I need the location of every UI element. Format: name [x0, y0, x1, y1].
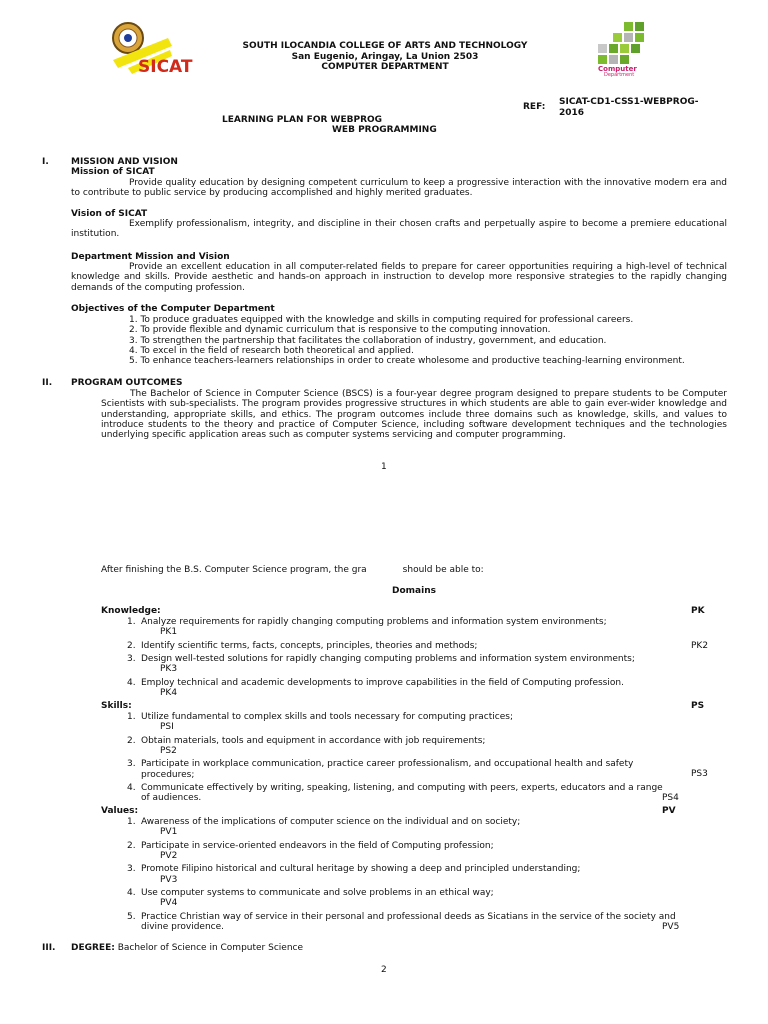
dept-logo-text-2: Department [604, 72, 635, 78]
objective-item: 1. To produce graduates equipped with the knowledge and skills in computing required for professional careers. [129, 315, 634, 325]
knowledge-list [127, 617, 709, 701]
values-item [127, 864, 687, 885]
item-text: Promote Filipino historical and cultural heritage by showing a deep and principled understanding; [141, 864, 581, 875]
vision-text: Exemplify professionalism, integrity, and discipline in their chosen crafts and perpetually aspire to become a premiere educational institution. [71, 219, 727, 240]
item-number: 2. [127, 640, 136, 651]
item-code: PS3 [691, 769, 708, 780]
ref-label: REF: [523, 102, 546, 112]
item-number: 4. [127, 888, 136, 899]
objectives-list [129, 315, 727, 367]
ref-value-1: SICAT-CD1-CSS1-WEBPROG- [559, 97, 699, 107]
item-number: 1. [127, 712, 136, 722]
item-text: Obtain materials, tools and equipment in accordance with job requirements; [141, 735, 486, 746]
knowledge-code: PK [691, 606, 705, 616]
degree-value: Bachelor of Science in Computer Science [117, 943, 304, 953]
item-number: 5. [127, 911, 136, 922]
page-number-1: 1 [381, 462, 387, 472]
skills-label: Skills: [101, 701, 132, 711]
outcomes-intro [101, 565, 484, 575]
item-number: 2. [127, 735, 136, 746]
section1-number: I. [42, 157, 49, 167]
outcomes-intro-a: After finishing the B.S. Computer Science program, the gra [101, 565, 367, 575]
values-item [127, 888, 687, 909]
knowledge-label: Knowledge: [101, 606, 161, 616]
item-number: 3. [127, 864, 136, 875]
item-text: Practice Christian way of service in their personal and professional deeds as Sicatians in the service of the society and divine providence. [141, 911, 676, 933]
item-code: PV1 [160, 827, 178, 838]
program-outcomes-text: The Bachelor of Science in Computer Science (BSCS) is a four-year degree program designed to prepare students to be Computer Scientists with sub-specialists. The program provides progressive structures in which students are able to gain ever-wider knowledge and understanding, appropriate skills, and ethics. The program outcomes include three domains such as knowledge, skills, and values to introduce students to the theory and practice of Computer Science, including software development techniques and the technologies underlying specific application areas such as computer systems servicing and computer programming. [101, 389, 727, 441]
item-code: PK2 [691, 640, 709, 651]
item-number: 3. [127, 759, 136, 770]
objective-item: 5. To enhance teachers-learners relationships in order to create wholesome and productive teaching-learning environment. [129, 356, 685, 367]
plan-title: LEARNING PLAN FOR WEBPROG [222, 115, 383, 125]
knowledge-item [127, 640, 709, 651]
item-number: 3. [127, 654, 136, 665]
degree-line [71, 943, 303, 953]
skills-item [127, 759, 708, 780]
objective-item: 4. To excel in the field of research both theoretical and applied. [129, 346, 414, 357]
item-code: PV5 [662, 921, 680, 932]
item-code: PS4 [662, 793, 679, 804]
college-address: San Eugenio, Aringay, La Union 2503 [291, 52, 479, 62]
item-text: Communicate effectively by writing, speaking, listening, and computing with peers, experts, educators and a range of audiences. [141, 783, 663, 804]
objective-item: 3. To strengthen the partnership that facilitates the collaboration of industry, government, and education. [129, 335, 607, 346]
values-item [127, 817, 687, 838]
college-name: SOUTH ILOCANDIA COLLEGE OF ARTS AND TECHNOLOGY [242, 41, 528, 51]
values-code: PV [662, 806, 676, 816]
page-number-2: 2 [381, 965, 387, 975]
outcomes-intro-b: should be able to: [402, 565, 484, 575]
item-text: Analyze requirements for rapidly changing computing problems and information system environments; [141, 617, 607, 627]
item-code: PV3 [160, 874, 178, 885]
knowledge-item [127, 654, 687, 675]
item-text: Identify scientific terms, facts, concepts, principles, theories and methods; [141, 640, 478, 651]
dept-logo [596, 20, 650, 82]
section2-number: II. [42, 378, 53, 388]
mission-text: Provide quality education by designing competent curriculum to keep a progressive interaction with the innovative modern era and to contribute to public service by producing accomplished and highly merited graduates. [71, 178, 727, 199]
domains-heading: Domains [392, 586, 436, 596]
knowledge-item [127, 617, 687, 638]
sicat-logo [108, 18, 198, 80]
dept-mission-text: Provide an excellent education in all computer-related fields to prepare for career opportunities requiring a high-level of technical knowledge and skills. Provide aesthetic and hands-on approach in instruction to develop more responsive strategies to the rapidly changing demands of the computing profession. [71, 262, 727, 293]
skills-code: PS [691, 701, 705, 711]
sicat-logo-text: SICAT [138, 57, 193, 77]
section1-title: MISSION AND VISION [71, 157, 178, 167]
item-code: PV4 [160, 898, 178, 909]
vision-heading: Vision of SICAT [71, 209, 148, 219]
values-item [127, 912, 687, 933]
item-number: 1. [127, 817, 136, 827]
section3-number: III. [42, 943, 56, 953]
item-text: Awareness of the implications of computer science on the individual and on society; [141, 817, 521, 827]
skills-item [127, 736, 687, 757]
item-text: Utilize fundamental to complex skills and tools necessary for computing practices; [141, 712, 513, 722]
course-title: WEB PROGRAMMING [332, 125, 437, 135]
item-code: PK1 [160, 627, 178, 638]
objectives-heading: Objectives of the Computer Department [71, 304, 275, 314]
skills-list [127, 712, 708, 807]
objective-item: 2. To provide flexible and dynamic curriculum that is responsive to the computing innovation. [129, 325, 551, 336]
dept-logo-text [598, 66, 637, 78]
dept-logo-text-1: Computer [598, 65, 637, 73]
dept-grid-icon [596, 20, 650, 68]
skills-item [127, 783, 687, 804]
item-code: PK4 [160, 688, 178, 699]
mission-heading: Mission of SICAT [71, 167, 155, 177]
degree-label: DEGREE: [71, 943, 115, 953]
item-code: PS2 [160, 746, 177, 757]
section2-title: PROGRAM OUTCOMES [71, 378, 183, 388]
department-name: COMPUTER DEPARTMENT [321, 62, 449, 72]
item-text: Design well-tested solutions for rapidly changing computing problems and information system environments; [141, 654, 635, 665]
item-number: 4. [127, 677, 136, 688]
dept-mission-heading: Department Mission and Vision [71, 252, 230, 262]
item-number: 2. [127, 840, 136, 851]
item-text: Use computer systems to communicate and solve problems in an ethical way; [141, 888, 494, 899]
item-number: 4. [127, 783, 136, 794]
knowledge-item [127, 678, 687, 699]
ref-value-2: 2016 [559, 108, 585, 118]
values-label: Values: [101, 806, 139, 816]
item-text: Employ technical and academic developments to improve capabilities in the field of Computing profession. [141, 677, 624, 688]
item-number: 1. [127, 617, 136, 627]
item-code: PSI [160, 722, 174, 733]
item-code: PK3 [160, 664, 178, 675]
values-list [127, 817, 687, 935]
skills-item [127, 712, 687, 733]
item-code: PV2 [160, 851, 178, 862]
item-text: Participate in service-oriented endeavors in the field of Computing profession; [141, 840, 494, 851]
item-text: Participate in workplace communication, practice career professionalism, and occupational health and safety procedures; [141, 759, 634, 780]
values-item [127, 841, 687, 862]
